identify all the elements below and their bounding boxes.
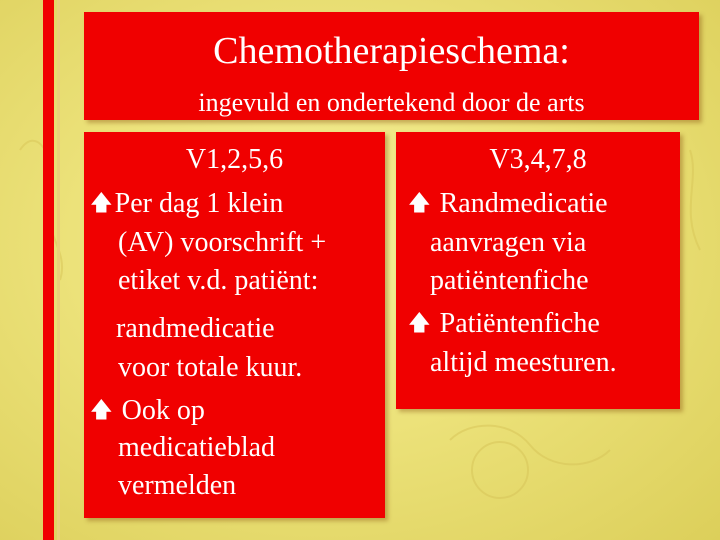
left-bullet-1-line-2: (AV) voorschrift + xyxy=(118,227,327,258)
left-note-line-1: randmedicatie xyxy=(116,313,275,344)
left-bullet-1-line-3: etiket v.d. patiënt: xyxy=(118,265,319,296)
left-bullet-1-line-1: Per dag 1 klein xyxy=(114,188,284,219)
right-column-heading: V3,4,7,8 xyxy=(489,144,587,175)
left-column-box xyxy=(84,132,385,518)
right-bullet-2 xyxy=(408,310,600,338)
up-arrow-icon: 🡅 xyxy=(90,397,113,422)
up-arrow-icon: 🡅 xyxy=(408,190,431,215)
left-bullet-2 xyxy=(90,397,205,425)
up-arrow-icon: 🡅 xyxy=(90,190,113,215)
right-bullet-2-line-1: Patiëntenfiche xyxy=(439,308,600,339)
page-title: Chemotherapieschema: xyxy=(213,30,570,72)
left-bullet-1 xyxy=(90,190,283,218)
left-note-line-2: voor totale kuur. xyxy=(118,352,303,383)
right-bullet-1-line-1: Randmedicatie xyxy=(439,188,608,219)
right-bullet-2-line-2: altijd meesturen. xyxy=(430,347,617,378)
right-bullet-1 xyxy=(408,190,608,218)
left-bullet-2-line-1: Ook op xyxy=(121,395,205,426)
red-vertical-bar xyxy=(43,0,54,540)
title-banner xyxy=(84,12,699,120)
page-subtitle: ingevuld en ondertekend door de arts xyxy=(198,88,585,117)
gold-vertical-line xyxy=(57,0,60,540)
up-arrow-icon: 🡅 xyxy=(408,310,431,335)
left-bullet-2-line-3: vermelden xyxy=(118,470,237,501)
left-column-heading: V1,2,5,6 xyxy=(185,144,284,175)
right-bullet-1-line-3: patiëntenfiche xyxy=(430,265,589,296)
left-bullet-2-line-2: medicatieblad xyxy=(118,432,276,463)
right-column-box xyxy=(396,132,680,409)
right-bullet-1-line-2: aanvragen via xyxy=(430,227,587,258)
